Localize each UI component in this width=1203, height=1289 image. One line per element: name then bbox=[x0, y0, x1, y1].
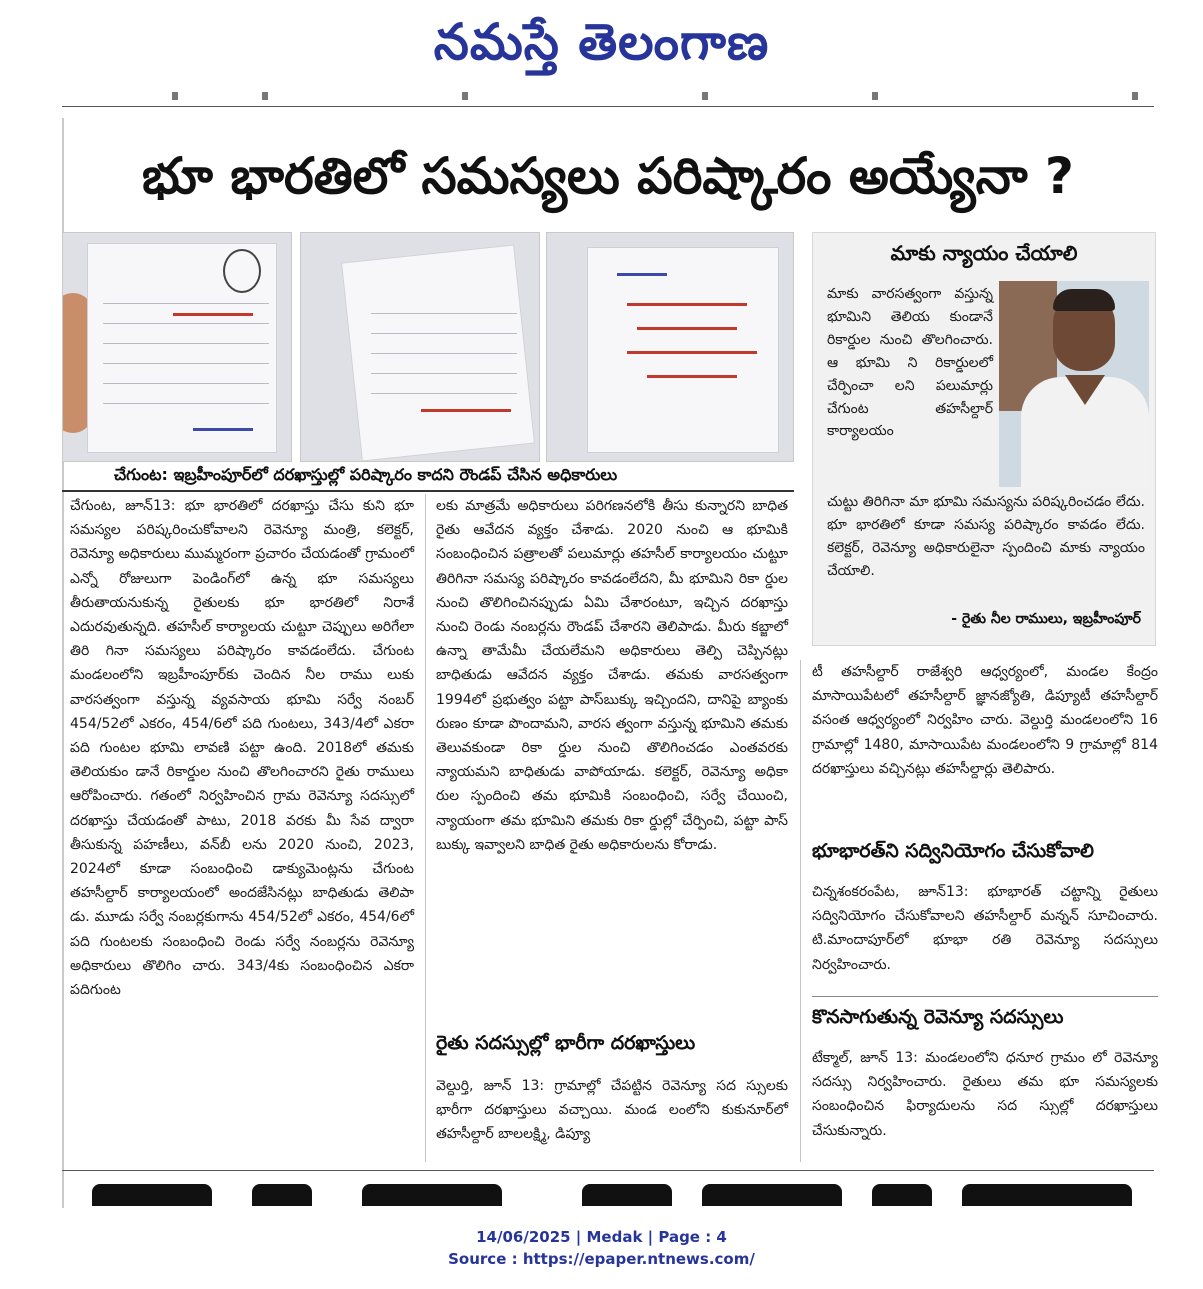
quote-box-title: మాకు న్యాయం చేయాలి bbox=[890, 241, 1078, 265]
quote-text-bottom: చుట్టు తిరిగినా మా భూమి సమస్యను పరిష్కరించడం లేదు. భూ భారతిలో కూడా సమస్య పరిష్కారం కావడం లేదు. కలెక్టర్, రెవెన్యూ అధికారులైనా స్పందించి మాకు న్యాయం చేయాలి. bbox=[827, 494, 1145, 579]
article-tekmal bbox=[812, 1046, 1158, 1143]
article-body-part-2: లకు మాత్రమే అధికారులు పరిగణనలోకి తీసు కున్నారని బాధిత రైతు ఆవేదన వ్యక్తం చేశాడు. 2020 నుంచి ఆ భూమికి సంబంధించిన పత్రాలతో పలుమార్లు తహసీల్ కార్యాలయం చుట్టూ తిరిగినా సమస్య పరిష్కారం కావడంలేదని, మీ భూమిని రికా ర్డుల నుంచి తొలిగించినప్పుడు ఏమి చేశారంటూ, ఇచ్చిన దరఖాస్తు నుంచి రెండు నంబర్లను రౌండప్ చేశారని తెలిపాడు. మీరు కబ్జాలో ఉన్నా తామేమీ చేయలేమని అధికారులు తెల్పి చెప్పినట్లు బాధితుడు ఆవేదన వ్యక్తం చేశాడు. తమకు వారసత్వంగా 1994లో ప్రభుత్వం పట్టా పాస్‌బుక్కు ఇచ్చిందని, దానిపై బ్యాంకు రుణం కూడా పొందామని, వారస త్వంగా వస్తున్న భూమిని తమకు తెలువకుండా రికా ర్డుల నుంచి తొలిగించడం ఎంతవరకు న్యాయమని బాధితుడు వాపోయాడు. కలెక్టర్, రెవెన్యూ అధికా రుల స్పందించి తమ భూమికి సంబంధించి, సర్వే చేయించి, న్యాయంగా తమ భూమిని తమకు రికా ర్డుల్లో చేర్పించి, పట్టా పాస్ బుక్కు ఇవ్వాలని బాధిత రైతు అధికారులను కోరాడు. bbox=[436, 498, 788, 853]
article-chinnashankarampet-text: చిన్నశంకరంపేట, జూన్13: భూభారత్ చట్టాన్ని రైతులు సద్వినియోగం చేసుకోవాలని తహసీల్దార్ మన్నన్ సూచించారు. టి.మాందాపూర్‌లో భూభా రతి రెవెన్యూ సదస్సులు నిర్వహించారు. bbox=[812, 884, 1158, 973]
photo-caption-bar bbox=[62, 464, 794, 492]
headline: భూ భారతిలో సమస్యలు పరిష్కారం అయ్యేనా ? bbox=[142, 147, 1074, 205]
photo-register-page bbox=[300, 232, 540, 462]
bottom-rule bbox=[62, 1170, 1154, 1171]
photo-strip bbox=[62, 232, 794, 462]
quote-signature: - రైతు నీల రాములు, ఇబ్రహీంపూర్ bbox=[951, 611, 1141, 627]
photo-handwritten-notes bbox=[546, 232, 794, 462]
subhead-bhubharath: భూభారత్‌ని సద్వినియోగం చేసుకోవాలి bbox=[812, 840, 1094, 862]
top-strip bbox=[62, 92, 1154, 107]
page-footer bbox=[0, 1226, 1203, 1270]
article-veldurthi-continued: టీ తహసీల్దార్ రాజేశ్వరి ఆధ్వర్యంలో, మండల కేంద్రం మాసాయిపేటలో తహసీల్దార్ జ్ఞానజ్యోతి, డిప్యూటీ తహసీల్దార్ వసంత ఆధ్వర్యంలో నిర్వహిం చారు. వెల్దుర్తి మండలంలోని 16 గ్రామాల్లో 1480, మాసాయిపేట మండలంలోని 9 గ్రామాల్లో 814 దరఖాస్తులు వచ్చినట్లు తహసీల్దార్లు తెలిపారు. bbox=[812, 664, 1158, 777]
article-column-3 bbox=[812, 660, 1158, 781]
quote-text-top: మాకు వారసత్వంగా వస్తున్న భూమిని తెలియ కుండానే రికార్డుల నుంచి తొలగించారు. ఆ భూమి ని రికార్డులలో చేర్పించా లని పలుమార్లు చేగుంట తహసీల్దార్ కార్యాలయం bbox=[827, 286, 993, 440]
photo-caption: చేగుంట: ఇబ్రహీంపూర్‌లో దరఖాస్తుల్లో పరిష్కారం కాదని రౌండప్ చేసిన అధికారులు bbox=[114, 465, 618, 484]
farmer-portrait bbox=[999, 281, 1149, 487]
article-tekmal-text: టేక్మాల్, జూన్ 13: మండలంలోని ధనూర గ్రామం లో రెవెన్యూ సదస్సు నిర్వహించారు. రైతులు తమ భూ సమస్యలకు సంబంధించిన ఫిర్యాదులను సద స్సుల్లో దరఖాస్తులు చేసుకున్నారు. bbox=[812, 1050, 1158, 1139]
section-rule bbox=[812, 996, 1158, 997]
article-veldurthi-text: వెల్దుర్తి, జూన్ 13: గ్రామాల్లో చేపట్టిన రెవెన్యూ సద స్సులకు భారీగా దరఖాస్తులు వచ్చాయి. మండ లంలోని కుకునూర్‌లో తహసీల్దార్ బాలలక్ష్మి, డిప్యూ bbox=[436, 1078, 788, 1143]
article-chinnashankarampet bbox=[812, 880, 1158, 977]
footer-date-edition: 14/06/2025 | Medak | Page : 4 bbox=[476, 1228, 727, 1246]
next-headline-cutoff bbox=[62, 1176, 1154, 1206]
subhead-revenue-sadassulu: కొనసాగుతున్న రెవెన్యూ సదస్సులు bbox=[812, 1006, 1064, 1028]
footer-source-link[interactable]: Source : https://epaper.ntnews.com/ bbox=[448, 1250, 755, 1268]
masthead-logo: నమస్తే తెలంగాణ bbox=[433, 13, 770, 71]
article-body-part-1: చేగుంట, జూన్13: భూ భారతిలో దరఖాస్తు చేసు కుని భూ సమస్యల పరిష్కరించుకోవాలని రెవెన్యూ మంత్రి, కలెక్టర్, రెవెన్యూ అధికారులు ముమ్మరంగా ప్రచారం చేయడంతో గ్రామంలో ఎన్నో రోజులుగా పెండింగ్‌లో ఉన్న భూ సమస్యలు తీరుతాయనుకున్న రైతులకు భూ భారతిలో నిరాశే ఎదురవుతున్నది. తహసీల్ కార్యాలయ చుట్టూ చెప్పులు అరిగేలా తిరి గినా సమస్యలు పరిష్కారం కావడంలేదు. చేగుంట మండలంలోని ఇబ్రహీంపూర్‌కు చెందిన నీల రాము లుకు వారసత్వంగా వస్తున్న వ్యవసాయ భూమి సర్వే నంబర్ 454/52లో ఎకరం, 454/6లో పది గుంటలు, 343/4లో ఎకరా పది గుంటల భూమి లావణి పట్టా ఉంది. 2018లో తమకు తెలియకుం డానే రికార్డుల నుంచి తొలగించారని రైతు రాములు ఆరోపించారు. గతంలో నిర్వహించిన గ్రామ రెవెన్యూ సదస్సులో దరఖాస్తు చేయడంతో పాటు, 2018 వరకు మీ సేవ ద్వారా తీసుకున్న పహణీలు, వన్‌బీ లను 2020 నుంచి, 2023, 2024లో కూడా సంబంధించి డాక్యుమెంట్లను చేగుంట తహసీల్దార్ కార్యాలయంలో అందజేసినట్లు బాధితుడు తెలిపా డు. మూడు సర్వే నంబర్లకుగాను 454/52లో ఎకరం, 454/6లో పది గుంటలకు సంబంధించి రెండు సర్వే నంబర్లను రెవెన్యూ అధికారులు తొలిగిం చారు. 343/4కు సంబంధించిన ఎకరా పదిగుంట bbox=[70, 498, 414, 999]
government-seal-icon bbox=[223, 249, 261, 293]
column-divider-2 bbox=[800, 660, 801, 1162]
photo-application-form bbox=[62, 232, 292, 462]
notes-sheet bbox=[587, 247, 779, 453]
article-column-2 bbox=[436, 494, 788, 857]
farmer-quote-box bbox=[812, 232, 1156, 646]
column-divider bbox=[425, 494, 426, 1162]
article-column-1 bbox=[70, 494, 414, 1002]
article-veldurthi bbox=[436, 1074, 788, 1147]
subhead-rythu-sadassulu: రైతు సదస్సుల్లో భారీగా దరఖాస్తులు bbox=[436, 1032, 696, 1054]
